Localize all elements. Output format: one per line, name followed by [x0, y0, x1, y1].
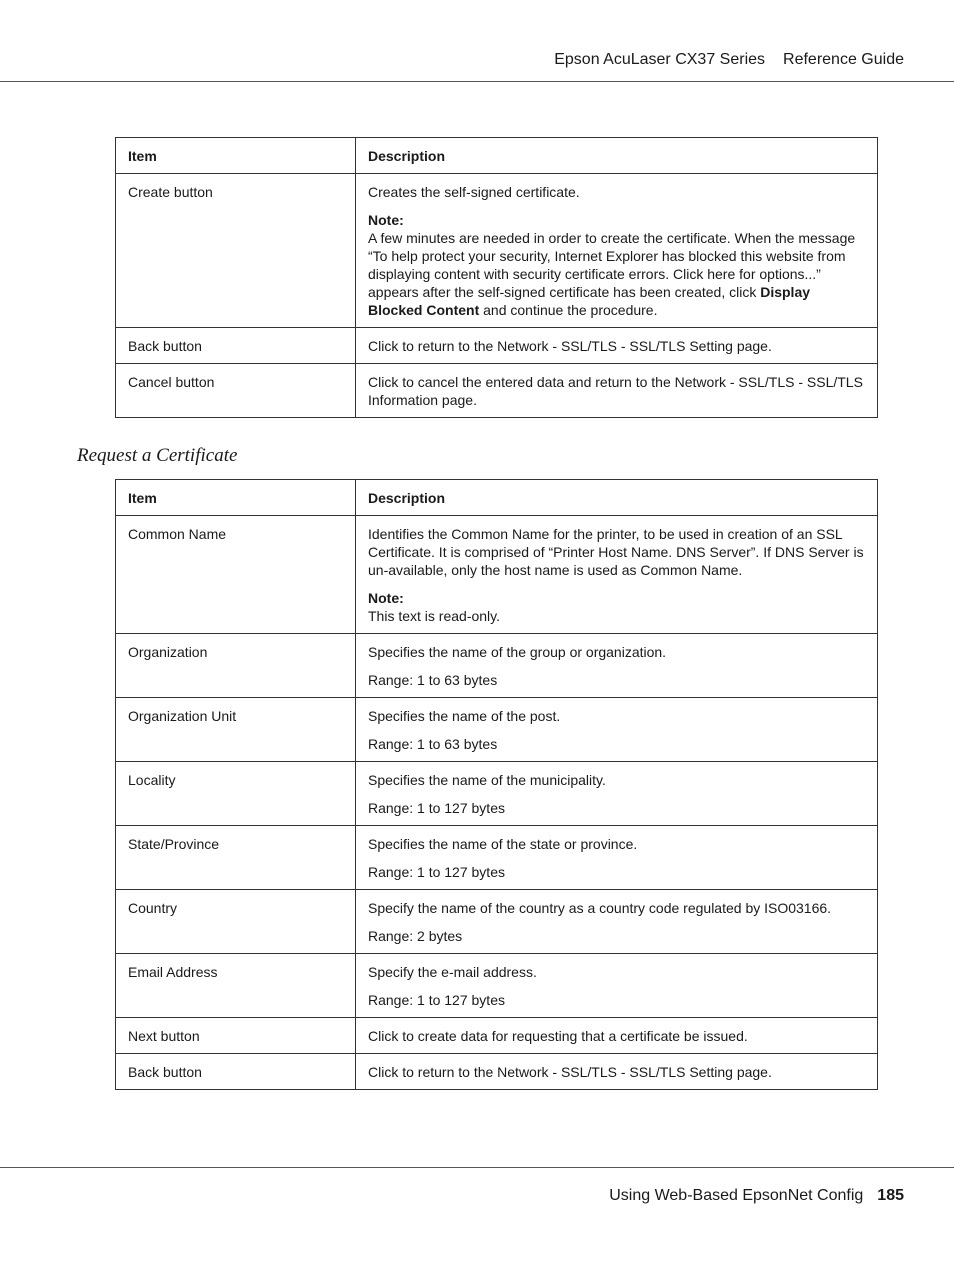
table-header-row — [116, 480, 878, 516]
note-label: Note: — [368, 590, 404, 606]
page-footer — [0, 1167, 954, 1204]
row-description — [356, 826, 878, 890]
footer-text — [609, 1187, 904, 1205]
description-text: Specifies the name of the municipality. — [368, 772, 606, 788]
footer-section: Using Web-Based EpsonNet Config — [609, 1187, 864, 1204]
column-header-description: Description — [356, 480, 878, 516]
row-description: Click to return to the Network - SSL/TLS - SSL/TLS Setting page. — [356, 1054, 878, 1090]
note-text: A few minutes are needed in order to create the certificate. When the message “To help protect your security, Internet Explorer has blocked this website from displaying content with security certificate errors. Click here for options...” appears after the self-signed certificate has been created, click — [368, 230, 856, 300]
description-text: Specifies the name of the post. — [368, 708, 561, 724]
table-row — [116, 1054, 878, 1090]
section-title: Request a Certificate — [77, 445, 238, 466]
row-description: Click to cancel the entered data and return to the Network - SSL/TLS - SSL/TLS Information page. — [356, 364, 878, 418]
table-row — [116, 954, 878, 1018]
table-row — [116, 698, 878, 762]
row-description — [356, 890, 878, 954]
row-item: Create button — [116, 174, 356, 328]
table-row — [116, 516, 878, 634]
table-row — [116, 634, 878, 698]
request-certificate-table — [115, 479, 878, 1090]
table-row — [116, 174, 878, 328]
header-product: Epson AcuLaser CX37 Series — [554, 51, 766, 68]
table-row — [116, 328, 878, 364]
row-item: Country — [116, 890, 356, 954]
row-item: State/Province — [116, 826, 356, 890]
row-description — [356, 762, 878, 826]
row-description: Click to return to the Network - SSL/TLS - SSL/TLS Setting page. — [356, 328, 878, 364]
note-label: Note: — [368, 212, 404, 228]
page-header — [0, 0, 954, 82]
row-description — [356, 954, 878, 1018]
table-row — [116, 1018, 878, 1054]
row-item: Organization Unit — [116, 698, 356, 762]
range-text: Range: 1 to 127 bytes — [368, 800, 505, 816]
note-block — [368, 589, 865, 625]
row-item: Cancel button — [116, 364, 356, 418]
create-certificate-table — [115, 137, 878, 418]
note-text: This text is read-only. — [368, 608, 501, 624]
description-text: Specify the e-mail address. — [368, 964, 537, 980]
row-item: Locality — [116, 762, 356, 826]
description-text: Creates the self-signed certificate. — [368, 184, 580, 200]
row-description — [356, 174, 878, 328]
row-item: Back button — [116, 328, 356, 364]
header-guide: Reference Guide — [783, 51, 904, 68]
row-description — [356, 516, 878, 634]
row-item: Back button — [116, 1054, 356, 1090]
column-header-item: Item — [116, 480, 356, 516]
note-text-end: and continue the procedure. — [479, 302, 658, 318]
table-row — [116, 762, 878, 826]
row-item: Organization — [116, 634, 356, 698]
row-description — [356, 634, 878, 698]
row-description — [356, 698, 878, 762]
column-header-item: Item — [116, 138, 356, 174]
row-item: Common Name — [116, 516, 356, 634]
column-header-description: Description — [356, 138, 878, 174]
note-block — [368, 211, 865, 319]
table-header-row — [116, 138, 878, 174]
note-bold-text: Display Blocked Content — [368, 284, 811, 318]
range-text: Range: 1 to 63 bytes — [368, 672, 498, 688]
description-text: Specify the name of the country as a country code regulated by ISO03166. — [368, 900, 832, 916]
row-item: Next button — [116, 1018, 356, 1054]
description-text: Specifies the name of the group or organization. — [368, 644, 667, 660]
table-row — [116, 364, 878, 418]
table-row — [116, 890, 878, 954]
range-text: Range: 1 to 63 bytes — [368, 736, 498, 752]
page-number: 185 — [877, 1187, 904, 1204]
header-text — [554, 51, 904, 69]
row-description: Click to create data for requesting that a certificate be issued. — [356, 1018, 878, 1054]
table-row — [116, 826, 878, 890]
description-text: Identifies the Common Name for the printer, to be used in creation of an SSL Certificate. It is comprised of “Printer Host Name. DNS Server”. If DNS Server is un-available, only the host name is used as Common Name. — [368, 526, 864, 578]
description-text: Specifies the name of the state or province. — [368, 836, 638, 852]
range-text: Range: 1 to 127 bytes — [368, 992, 505, 1008]
range-text: Range: 2 bytes — [368, 928, 463, 944]
row-item: Email Address — [116, 954, 356, 1018]
range-text: Range: 1 to 127 bytes — [368, 864, 505, 880]
